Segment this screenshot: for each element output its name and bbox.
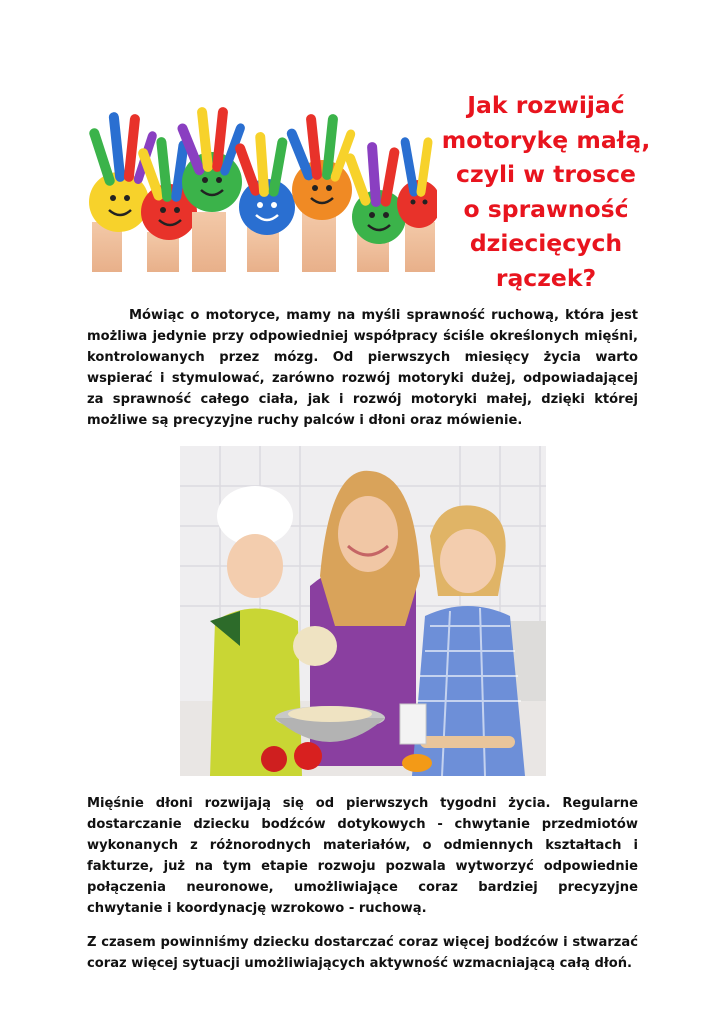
title-line: o sprawność (463, 194, 629, 223)
kitchen-baking-photo (180, 446, 546, 776)
title-line: dziecięcych (469, 229, 623, 257)
body-paragraph-2: Mięśnie dłoni rozwijają się od pierwszych tygodni życia. Regularne dostarczanie dziecku bodźców dotykowych - chwytanie przedmiotów wykonanych z różnorodnych materiałów, o odmiennych kształtach i fakturze, już na tym etapie rozwoju pozwala wytworzyć odpowiednie połączenia neuronowe, umożliwiające coraz bardziej precyzyjne chwytanie i koordynację wzrokowo - ruchową. (87, 796, 638, 916)
title-line: motorykę małą, (441, 125, 651, 154)
body-paragraph-3: Z czasem powinniśmy dziecku dostarczać coraz więcej bodźców i stwarzać coraz więcej sytuacji umożliwiających aktywność wzmacniającą całą dłoń. (87, 935, 638, 971)
title-line: czyli w trosce (456, 160, 636, 188)
intro-paragraph: Mówiąc o motoryce, mamy na myśli sprawność ruchową, która jest możliwa jedynie przy odpowiedniej współpracy ściśle określonych mięśni, kontrolowanych przez mózg. Od pierwszych miesięcy życia warto wspierać i stymulować, zarówno rozwój motoryki dużej, odpowiadającej za sprawność całego ciała, jak i rozwój motoryki małej, dzięki której możliwe są precyzyjne ruchy palców i dłoni oraz mówienie. (87, 308, 638, 428)
painted-hands-image (87, 92, 437, 272)
title-line: Jak rozwijać (467, 91, 625, 119)
title-line: rączek? (495, 263, 597, 292)
page-title (440, 88, 652, 295)
